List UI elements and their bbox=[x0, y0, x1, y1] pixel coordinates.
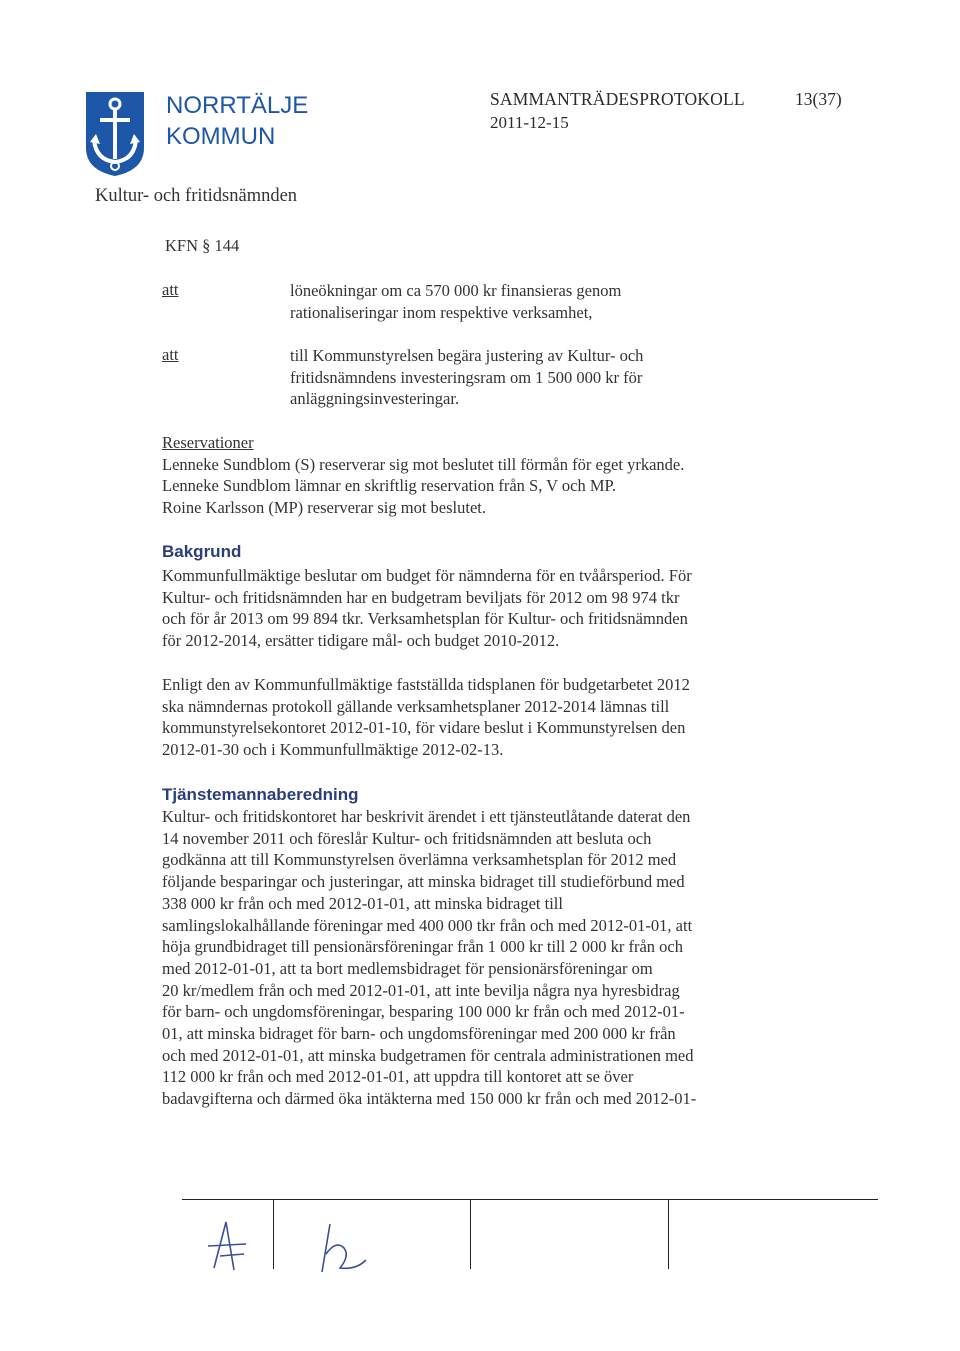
preparation-line: 20 kr/medlem från och med 2012-01-01, att inte bevilja några nya hyresbidrag bbox=[162, 980, 680, 1000]
signature-box-divider bbox=[668, 1199, 669, 1269]
background-line: och för år 2013 om 99 894 tkr. Verksamhetsplan för Kultur- och fritidsnämnden bbox=[162, 609, 688, 629]
reservation-line: Lenneke Sundblom (S) reserverar sig mot beslutet till förmån för eget yrkande. bbox=[162, 454, 685, 474]
reservations-heading: Reservationer bbox=[162, 433, 254, 452]
organization-name-line1: NORRTÄLJE bbox=[166, 92, 309, 119]
page-number: 13(37) bbox=[795, 89, 842, 109]
committee-name: Kultur- och fritidsnämnden bbox=[95, 186, 298, 206]
municipal-anchor-logo-icon bbox=[82, 88, 148, 178]
clause-text bbox=[290, 280, 621, 323]
initials-signature bbox=[200, 1210, 280, 1280]
preparation-line: 14 november 2011 och föreslår Kultur- och fritidsnämnden att besluta och bbox=[162, 828, 652, 848]
background-heading: Bakgrund bbox=[162, 542, 242, 561]
organization-name bbox=[166, 90, 308, 152]
initials-signature bbox=[310, 1210, 390, 1280]
preparation-paragraph bbox=[162, 806, 696, 1110]
clause-line: anläggningsinvesteringar. bbox=[290, 389, 460, 409]
preparation-line: höja grundbidraget till pensionärsföreningar från 1 000 kr till 2 000 kr från och bbox=[162, 937, 683, 957]
preparation-line: 338 000 kr från och med 2012-01-01, att minska bidraget till bbox=[162, 893, 563, 913]
preparation-line: samlingslokalhållande föreningar med 400 000 tkr från och med 2012-01-01, att bbox=[162, 915, 693, 935]
background-line: Enligt den av Kommunfullmäktige fastställda tidsplanen för budgetarbetet 2012 bbox=[162, 675, 690, 694]
background-line: Kommunfullmäktige beslutar om budget för nämnderna för en tvåårsperiod. För bbox=[162, 566, 692, 585]
clause-line: rationaliseringar inom respektive verksamhet, bbox=[290, 302, 593, 322]
preparation-line: 01, att minska bidraget för barn- och ungdomsföreningar med 200 000 kr från bbox=[162, 1024, 676, 1044]
clause-line: till Kommunstyrelsen begära justering av Kultur- och bbox=[290, 346, 644, 365]
preparation-line: Kultur- och fritidskontoret har beskrivit ärendet i ett tjänsteutlåtande daterat den bbox=[162, 807, 691, 826]
preparation-line: för barn- och ungdomsföreningar, besparing 100 000 kr från och med 2012-01- bbox=[162, 1002, 685, 1022]
background-line: för 2012-2014, ersätter tidigare mål- och budget 2010-2012. bbox=[162, 631, 560, 651]
preparation-line: och med 2012-01-01, att minska budgetramen för centrala administrationen med bbox=[162, 1045, 694, 1065]
background-line: ska nämndernas protokoll gällande verksamhetsplaner 2012-2014 lämnas till bbox=[162, 696, 670, 716]
background-paragraph bbox=[162, 565, 692, 652]
preparation-line: godkänna att till Kommunstyrelsen överlämna verksamhetsplan för 2012 med bbox=[162, 850, 677, 870]
background-line: 2012-01-30 och i Kommunfullmäktige 2012-02-13. bbox=[162, 740, 504, 760]
reservation-line: Roine Karlsson (MP) reserverar sig mot beslutet. bbox=[162, 498, 486, 518]
clause-line: fritidsnämndens investeringsram om 1 500 000 kr för bbox=[290, 367, 643, 387]
preparation-line: 112 000 kr från och med 2012-01-01, att uppdra till kontoret att se över bbox=[162, 1067, 634, 1087]
clause-label: att bbox=[162, 280, 179, 299]
signature-box-divider bbox=[470, 1199, 471, 1269]
preparation-line: badavgifterna och därmed öka intäkterna med 150 000 kr från och med 2012-01- bbox=[162, 1089, 697, 1109]
reservations-section bbox=[162, 432, 684, 519]
background-line: Kultur- och fritidsnämnden har en budgetram beviljats för 2012 om 98 974 tkr bbox=[162, 587, 680, 607]
preparation-line: följande besparingar och justeringar, att minska bidraget till studieförbund med bbox=[162, 872, 685, 892]
clause-label: att bbox=[162, 345, 179, 364]
clause-line: löneökningar om ca 570 000 kr finansieras genom bbox=[290, 281, 622, 300]
preparation-heading: Tjänstemannaberedning bbox=[162, 785, 359, 804]
organization-name-line2: KOMMUN bbox=[166, 123, 276, 150]
preparation-line: med 2012-01-01, att ta bort medlemsbidraget för pensionärsföreningar om bbox=[162, 958, 653, 978]
document-type: SAMMANTRÄDESPROTOKOLL bbox=[490, 89, 745, 109]
meeting-date: 2011-12-15 bbox=[490, 113, 569, 132]
background-line: kommunstyrelsekontoret 2012-01-10, för vidare beslut i Kommunstyrelsen den bbox=[162, 718, 686, 738]
clause-text bbox=[290, 345, 643, 410]
reservation-line: Lenneke Sundblom lämnar en skriftlig reservation från S, V och MP. bbox=[162, 476, 616, 496]
background-paragraph bbox=[162, 674, 690, 761]
signature-box-line bbox=[182, 1199, 878, 1200]
paragraph-id: KFN § 144 bbox=[165, 236, 240, 255]
